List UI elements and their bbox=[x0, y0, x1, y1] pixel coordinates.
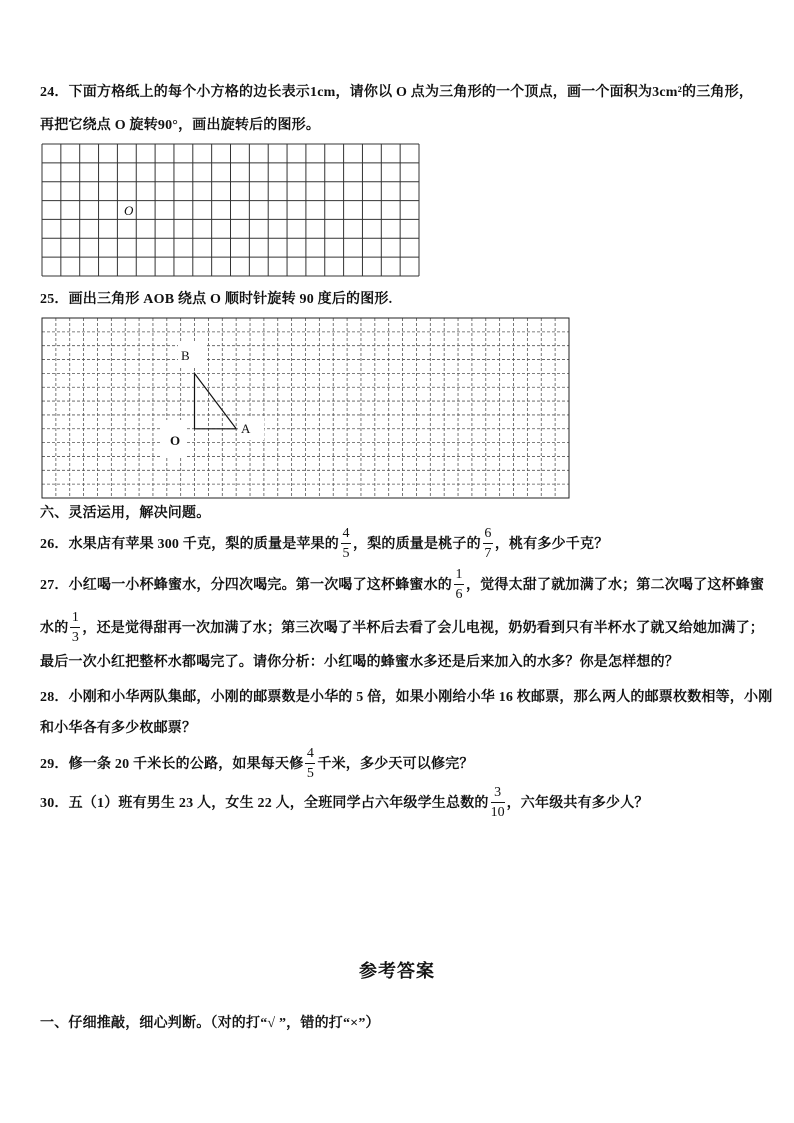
vertex-a-label: A bbox=[241, 421, 251, 436]
fraction-bar bbox=[305, 763, 315, 764]
q26-fraction-2 bbox=[483, 526, 493, 561]
fraction-bar bbox=[491, 802, 505, 803]
q24-text-line-2: 再把它绕点 O 旋转90°，画出旋转后的图形。 bbox=[40, 118, 321, 133]
q27-line-1 bbox=[40, 564, 764, 604]
q28-line-2 bbox=[40, 707, 196, 747]
q27-line-3 bbox=[40, 641, 679, 681]
fraction-bar bbox=[70, 627, 80, 628]
q28-text-line-1: 28．小刚和小华两队集邮，小刚的邮票数是小华的 5 倍，如果小刚给小华 16 枚邮票，那么两人的邮票枚数相等，小刚 bbox=[40, 690, 773, 705]
q24-grid-lines bbox=[42, 144, 419, 276]
q24-square-grid bbox=[41, 143, 421, 279]
q24-point-o-label: O bbox=[124, 203, 134, 218]
q28-text-line-2: 和小华各有多少枚邮票？ bbox=[40, 721, 197, 736]
q27-text-line-2-part-1: 水的 bbox=[40, 621, 69, 636]
q30-text-part-2: ，六年级共有多少人？ bbox=[506, 796, 649, 811]
q27-fraction-1 bbox=[454, 567, 464, 602]
vertex-b-label: B bbox=[181, 348, 190, 363]
q25-text: 25．画出三角形 AOB 绕点 O 顺时针旋转 90 度后的图形. bbox=[40, 292, 393, 307]
q27-fraction-2 bbox=[70, 610, 80, 645]
fraction-numerator: 4 bbox=[342, 525, 350, 541]
q25-line bbox=[40, 278, 392, 318]
q26-text-part-2: ，梨的质量是桃子的 bbox=[353, 537, 481, 552]
q27-text-line-3: 最后一次小红把整杯水都喝完了。请你分析：小红喝的蜂蜜水多还是后来加入的水多？你是怎样想的？ bbox=[40, 655, 679, 670]
fraction-denominator: 10 bbox=[490, 804, 505, 820]
fraction-numerator: 3 bbox=[494, 784, 502, 800]
fraction-numerator: 1 bbox=[71, 609, 79, 625]
fraction-denominator: 5 bbox=[306, 765, 314, 781]
fraction-bar bbox=[454, 584, 464, 585]
q27-text-line-1-part-1: 27．小红喝一小杯蜂蜜水，分四次喝完。第一次喝了这杯蜂蜜水的 bbox=[40, 578, 452, 593]
q25-dashed-grid bbox=[41, 317, 572, 501]
q24-line-2 bbox=[40, 104, 320, 144]
fraction-bar bbox=[483, 543, 493, 544]
section-6-title: 六、灵活运用，解决问题。 bbox=[40, 506, 211, 521]
q29-text-part-2: 千米，多少天可以修完？ bbox=[317, 757, 474, 772]
q26-line bbox=[40, 523, 608, 563]
fraction-numerator: 1 bbox=[455, 566, 463, 582]
q29-text-part-1: 29．修一条 20 千米长的公路，如果每天修 bbox=[40, 757, 304, 772]
answer-section-1-heading bbox=[40, 1002, 380, 1042]
q27-text-line-1-part-2: ，觉得太甜了就加满了水；第二次喝了这杯蜂蜜 bbox=[466, 578, 765, 593]
q29-fraction bbox=[305, 746, 315, 781]
fraction-numerator: 6 bbox=[484, 525, 492, 541]
vertex-o-label: O bbox=[170, 433, 181, 448]
q27-text-line-2-part-2: ，还是觉得甜再一次加满了水；第三次喝了半杯后去看了会儿电视，奶奶看到只有半杯水了就又给她加满了； bbox=[82, 621, 765, 636]
q25-grid-lines bbox=[42, 318, 569, 498]
q26-fraction-1 bbox=[341, 526, 351, 561]
fraction-denominator: 6 bbox=[455, 586, 463, 602]
answer-key-title: 参考答案 bbox=[359, 961, 435, 981]
q30-fraction bbox=[491, 785, 505, 820]
fraction-bar bbox=[341, 543, 351, 544]
q26-text-part-3: ，桃有多少千克？ bbox=[494, 537, 609, 552]
q26-text-part-1: 26．水果店有苹果 300 千克，梨的质量是苹果的 bbox=[40, 537, 339, 552]
fraction-numerator: 4 bbox=[306, 745, 314, 761]
fraction-denominator: 5 bbox=[342, 545, 350, 561]
answer-section-1-title: 一、仔细推敲，细心判断。（对的打“√ ”，错的打“×”） bbox=[40, 1016, 380, 1031]
q30-line bbox=[40, 782, 649, 822]
q29-line bbox=[40, 743, 474, 783]
fraction-denominator: 7 bbox=[484, 545, 492, 561]
q24-text-line-1: 24．下面方格纸上的每个小方格的边长表示1cm，请你以 O 点为三角形的一个顶点，画一个面积为3cm²的三角形， bbox=[40, 85, 754, 100]
fraction-denominator: 3 bbox=[71, 629, 79, 645]
q30-text-part-1: 30．五（1）班有男生 23 人，女生 22 人，全班同学占六年级学生总数的 bbox=[40, 796, 489, 811]
